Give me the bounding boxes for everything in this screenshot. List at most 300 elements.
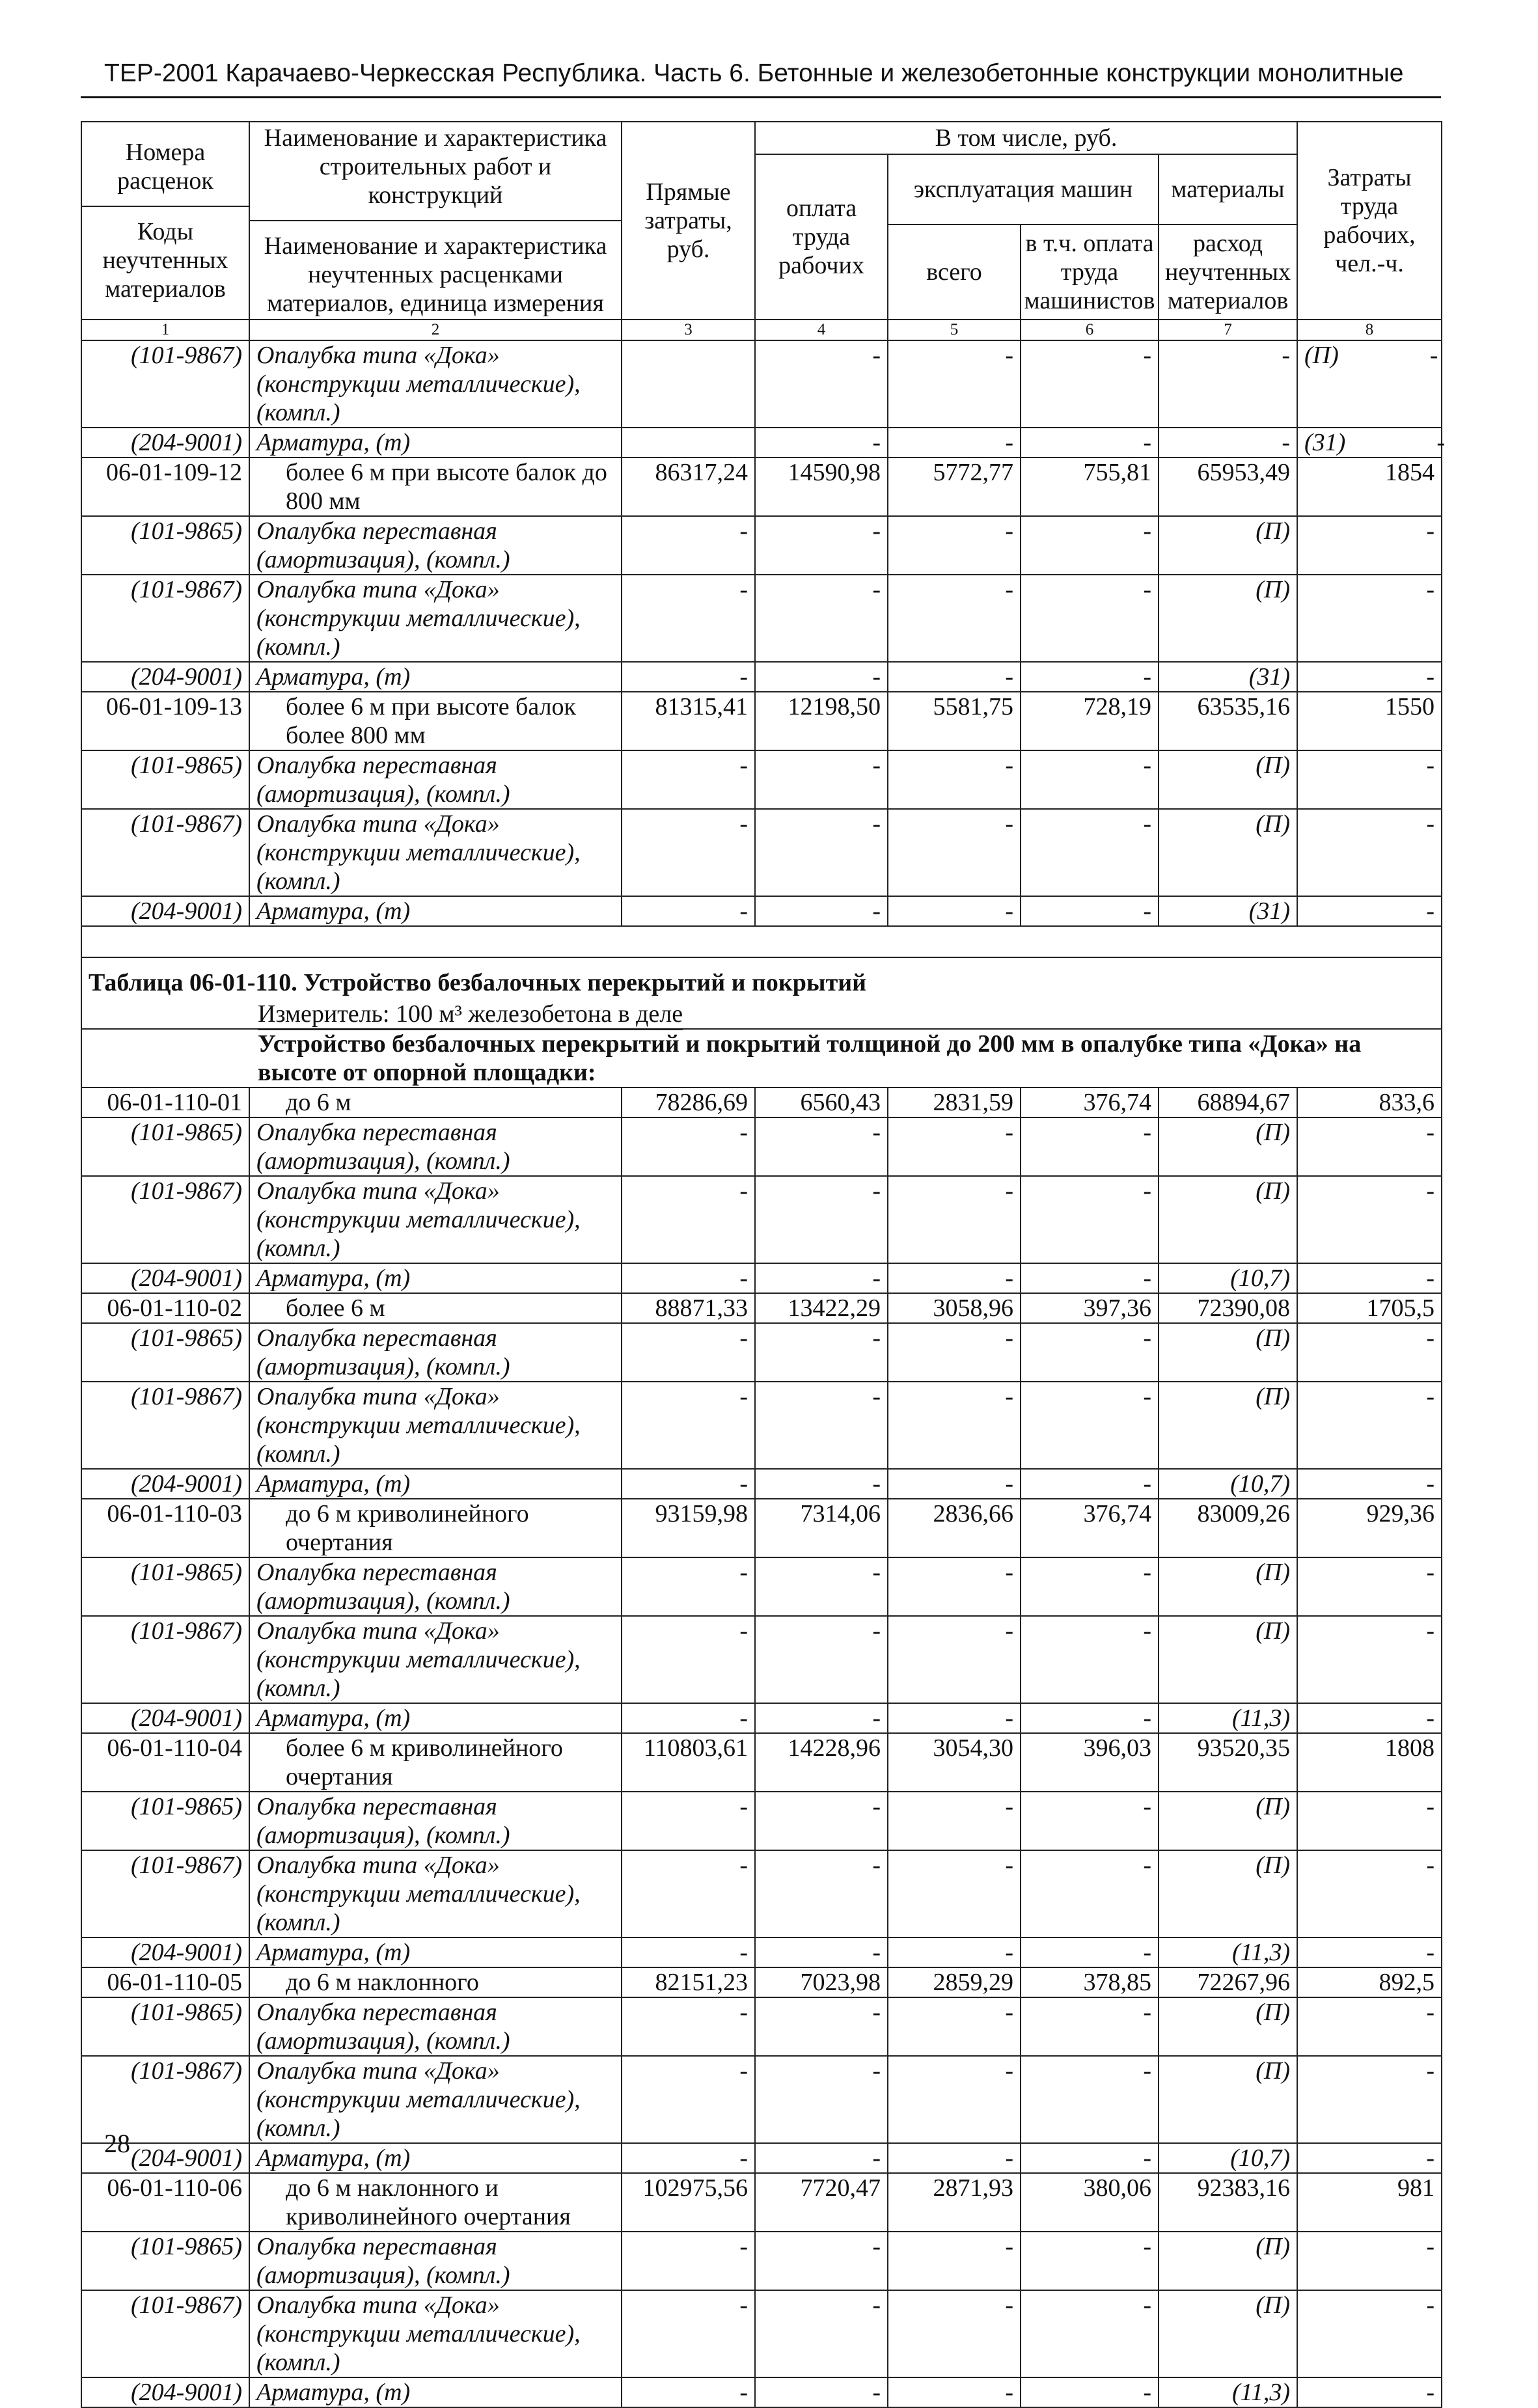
direct-cost-cell: - (622, 662, 755, 692)
unaccounted-material-value: (31) (1304, 429, 1346, 456)
table-row (81, 1557, 1442, 1616)
name-cell: Опалубка типа «Дока» (конструкции металлические), (компл.) (249, 809, 622, 896)
machinist-pay-cell: - (1021, 1703, 1159, 1733)
header-raskhod: расход неучтенных материалов (1159, 225, 1297, 320)
header-nomera (81, 122, 249, 320)
worker-pay-cell: 6560,43 (755, 1088, 888, 1117)
unaccounted-material-value: (П) (1304, 342, 1339, 369)
labor-cell (1297, 340, 1442, 428)
code-cell: 06-01-110-01 (81, 1088, 249, 1117)
machinist-pay-cell: - (1021, 2377, 1159, 2407)
group-heading: Устройство безбалочных перекрытий и покрытий толщиной до 200 мм в опалубке типа «Дока» на высоте от опорной площадки: (81, 1029, 1442, 1088)
name-cell: Арматура, (т) (249, 1263, 622, 1293)
worker-pay-cell: - (755, 2290, 888, 2377)
machine-total-cell: - (888, 1997, 1021, 2056)
direct-cost-cell: 102975,56 (622, 2173, 755, 2232)
column-number-7: 7 (1159, 320, 1297, 340)
machine-total-cell: - (888, 575, 1021, 662)
code-cell: (204-9001) (81, 2143, 249, 2173)
labor-cell: 833,6 (1297, 1088, 1442, 1117)
code-cell: (101-9865) (81, 1557, 249, 1616)
machinist-pay-cell: - (1021, 516, 1159, 575)
labor-cell: - (1297, 750, 1442, 809)
materials-cell: (П) (1159, 516, 1297, 575)
header-zatraty: Затраты труда рабочих, чел.-ч. (1297, 122, 1442, 320)
code-cell: (101-9867) (81, 809, 249, 896)
labor-cell: - (1297, 1117, 1442, 1176)
labor-cell: - (1297, 516, 1442, 575)
materials-cell: (П) (1159, 1382, 1297, 1469)
machinist-pay-cell: - (1021, 2056, 1159, 2143)
materials-cell: (П) (1159, 1557, 1297, 1616)
materials-cell: (П) (1159, 1792, 1297, 1850)
direct-cost-cell (622, 428, 755, 458)
worker-pay-cell: 7314,06 (755, 1499, 888, 1557)
name-cell: Опалубка типа «Дока» (конструкции металлические), (компл.) (249, 2290, 622, 2377)
worker-pay-cell: 12198,50 (755, 692, 888, 750)
labor-cell: 981 (1297, 2173, 1442, 2232)
machinist-pay-cell: - (1021, 1850, 1159, 1937)
code-cell: (101-9865) (81, 1997, 249, 2056)
machine-total-cell: - (888, 2232, 1021, 2290)
worker-pay-cell: 13422,29 (755, 1293, 888, 1323)
code-cell: (204-9001) (81, 1937, 249, 1967)
table-row (81, 1937, 1442, 1967)
name-cell: Арматура, (т) (249, 896, 622, 926)
name-cell: Арматура, (т) (249, 1469, 622, 1499)
direct-cost-cell: - (622, 1263, 755, 1293)
machinist-pay-cell: - (1021, 2290, 1159, 2377)
table-title: Таблица 06-01-110. Устройство безбалочных перекрытий и покрытий (81, 957, 1442, 1000)
labor-cell: - (1297, 809, 1442, 896)
machinist-pay-cell: 397,36 (1021, 1293, 1159, 1323)
worker-pay-cell: - (755, 516, 888, 575)
worker-pay-cell: - (755, 1703, 888, 1733)
section-2-body (81, 1088, 1442, 2407)
spacer-cell (81, 926, 1442, 957)
worker-pay-cell: 14590,98 (755, 458, 888, 516)
section-1-body (81, 340, 1445, 926)
worker-pay-cell: 14228,96 (755, 1733, 888, 1792)
materials-cell: 72390,08 (1159, 1293, 1297, 1323)
table-row (81, 1733, 1442, 1792)
machinist-pay-cell: - (1021, 1382, 1159, 1469)
materials-cell: (П) (1159, 750, 1297, 809)
table-row (81, 458, 1442, 516)
machine-total-cell: - (888, 1117, 1021, 1176)
labor-cell: - (1297, 2143, 1442, 2173)
machinist-pay-cell: 376,74 (1021, 1499, 1159, 1557)
materials-cell: 72267,96 (1159, 1967, 1297, 1997)
worker-pay-cell: - (755, 1997, 888, 2056)
labor-cell: 1854 (1297, 458, 1442, 516)
machinist-pay-cell: - (1021, 2143, 1159, 2173)
code-cell: (101-9867) (81, 2290, 249, 2377)
machinist-pay-cell: - (1021, 428, 1159, 458)
name-cell: Арматура, (т) (249, 1703, 622, 1733)
machine-total-cell: - (888, 1557, 1021, 1616)
worker-pay-cell: - (755, 1117, 888, 1176)
code-cell: 06-01-110-04 (81, 1733, 249, 1792)
name-cell: Опалубка типа «Дока» (конструкции металлические), (компл.) (249, 1850, 622, 1937)
machinist-pay-cell: - (1021, 1557, 1159, 1616)
name-cell: Опалубка типа «Дока» (конструкции металлические), (компл.) (249, 2056, 622, 2143)
table-row (81, 1792, 1442, 1850)
name-cell: более 6 м (249, 1293, 622, 1323)
machinist-pay-cell: 378,85 (1021, 1967, 1159, 1997)
labor-value: - (1429, 342, 1438, 369)
code-cell: (101-9867) (81, 1616, 249, 1703)
labor-cell: - (1297, 1616, 1442, 1703)
machine-total-cell: 3054,30 (888, 1733, 1021, 1792)
table-row (81, 1616, 1442, 1703)
table-row (81, 516, 1442, 575)
code-cell: 06-01-110-05 (81, 1967, 249, 1997)
code-cell: 06-01-109-13 (81, 692, 249, 750)
machine-total-cell: - (888, 896, 1021, 926)
machine-total-cell: - (888, 516, 1021, 575)
name-cell: до 6 м наклонного (249, 1967, 622, 1997)
machine-total-cell: 2831,59 (888, 1088, 1021, 1117)
worker-pay-cell: - (755, 1557, 888, 1616)
code-cell: (204-9001) (81, 1469, 249, 1499)
name-cell: Арматура, (т) (249, 662, 622, 692)
machinist-pay-cell: 755,81 (1021, 458, 1159, 516)
direct-cost-cell: - (622, 750, 755, 809)
header-pryamye: Прямые затраты, руб. (622, 122, 755, 320)
table-row (81, 809, 1442, 896)
direct-cost-cell: - (622, 575, 755, 662)
direct-cost-cell: - (622, 2290, 755, 2377)
name-cell: Опалубка типа «Дока» (конструкции металлические), (компл.) (249, 1176, 622, 1263)
table-row (81, 750, 1442, 809)
header-ekspl: эксплуатация машин (888, 154, 1159, 225)
code-cell: (204-9001) (81, 428, 249, 458)
machine-total-cell: - (888, 1703, 1021, 1733)
machinist-pay-cell: 396,03 (1021, 1733, 1159, 1792)
labor-cell: 892,5 (1297, 1967, 1442, 1997)
direct-cost-cell: - (622, 1703, 755, 1733)
worker-pay-cell: - (755, 2056, 888, 2143)
machinist-pay-cell: - (1021, 1616, 1159, 1703)
materials-cell: (11,3) (1159, 1703, 1297, 1733)
code-cell: (101-9867) (81, 340, 249, 428)
worker-pay-cell: 7023,98 (755, 1967, 888, 1997)
machinist-pay-cell: 376,74 (1021, 1088, 1159, 1117)
materials-cell: - (1159, 428, 1297, 458)
machinist-pay-cell: - (1021, 1937, 1159, 1967)
table-row (81, 1323, 1442, 1382)
table-row (81, 1176, 1442, 1263)
name-cell: более 6 м криволинейного очертания (249, 1733, 622, 1792)
labor-cell: - (1297, 2232, 1442, 2290)
labor-cell: - (1297, 2377, 1442, 2407)
materials-cell: (11,3) (1159, 1937, 1297, 1967)
measure-cell (81, 1000, 1442, 1029)
labor-cell: 929,36 (1297, 1499, 1442, 1557)
table-row (81, 1967, 1442, 1997)
table-row (81, 2143, 1442, 2173)
column-number-4: 4 (755, 320, 888, 340)
worker-pay-cell: - (755, 428, 888, 458)
header-kody-text: Коды неучтенных материалов (102, 218, 228, 303)
materials-cell: (10,7) (1159, 1469, 1297, 1499)
code-cell: (101-9865) (81, 1323, 249, 1382)
machine-total-cell: 2836,66 (888, 1499, 1021, 1557)
code-cell: (101-9865) (81, 516, 249, 575)
worker-pay-cell: - (755, 1792, 888, 1850)
materials-cell: - (1159, 340, 1297, 428)
name-cell: до 6 м наклонного и криволинейного очертания (249, 2173, 622, 2232)
labor-cell: - (1297, 896, 1442, 926)
column-number-8: 8 (1297, 320, 1442, 340)
column-number-6: 6 (1021, 320, 1159, 340)
rates-table (81, 121, 1445, 2408)
materials-cell: (П) (1159, 1117, 1297, 1176)
worker-pay-cell: - (755, 2143, 888, 2173)
column-number-3: 3 (622, 320, 755, 340)
direct-cost-cell: - (622, 1323, 755, 1382)
machinist-pay-cell: - (1021, 750, 1159, 809)
labor-cell: - (1297, 1792, 1442, 1850)
direct-cost-cell: - (622, 1382, 755, 1469)
table-row (81, 1499, 1442, 1557)
labor-cell: - (1297, 1557, 1442, 1616)
machine-total-cell: - (888, 1323, 1021, 1382)
machinist-pay-cell: - (1021, 340, 1159, 428)
materials-cell: (П) (1159, 2056, 1297, 2143)
machine-total-cell: - (888, 1616, 1021, 1703)
table-row (81, 662, 1442, 692)
worker-pay-cell: - (755, 750, 888, 809)
direct-cost-cell: - (622, 2377, 755, 2407)
code-cell: (204-9001) (81, 2377, 249, 2407)
table-row (81, 2056, 1442, 2143)
materials-cell: (П) (1159, 809, 1297, 896)
direct-cost-cell: 78286,69 (622, 1088, 755, 1117)
direct-cost-cell: 81315,41 (622, 692, 755, 750)
direct-cost-cell: - (622, 1792, 755, 1850)
machinist-pay-cell: - (1021, 1176, 1159, 1263)
machine-total-cell: - (888, 1176, 1021, 1263)
header-naim (249, 122, 622, 320)
table-row (81, 2290, 1442, 2377)
labor-cell: - (1297, 1176, 1442, 1263)
materials-cell: (П) (1159, 575, 1297, 662)
code-cell: (204-9001) (81, 1703, 249, 1733)
code-cell: (204-9001) (81, 662, 249, 692)
direct-cost-cell: - (622, 1176, 755, 1263)
worker-pay-cell: - (755, 896, 888, 926)
labor-cell: 1808 (1297, 1733, 1442, 1792)
materials-cell: (11,3) (1159, 2377, 1297, 2407)
labor-cell: - (1297, 1703, 1442, 1733)
machine-total-cell: - (888, 809, 1021, 896)
materials-cell: 68894,67 (1159, 1088, 1297, 1117)
name-cell: Арматура, (т) (249, 1937, 622, 1967)
table-row (81, 340, 1442, 428)
name-cell: Опалубка переставная (амортизация), (компл.) (249, 1117, 622, 1176)
labor-cell: - (1297, 1469, 1442, 1499)
direct-cost-cell: - (622, 2056, 755, 2143)
header-vsego: всего (888, 225, 1021, 320)
materials-cell: 63535,16 (1159, 692, 1297, 750)
machine-total-cell: - (888, 1263, 1021, 1293)
table-row (81, 2377, 1442, 2407)
machine-total-cell: - (888, 2377, 1021, 2407)
name-cell: Опалубка переставная (амортизация), (компл.) (249, 1323, 622, 1382)
worker-pay-cell: - (755, 1850, 888, 1937)
direct-cost-cell: - (622, 2232, 755, 2290)
machine-total-cell: 2859,29 (888, 1967, 1021, 1997)
column-number-2: 2 (249, 320, 622, 340)
labor-cell: - (1297, 1937, 1442, 1967)
code-cell: 06-01-109-12 (81, 458, 249, 516)
materials-cell: (П) (1159, 2290, 1297, 2377)
labor-cell: - (1297, 662, 1442, 692)
table-row (81, 2173, 1442, 2232)
worker-pay-cell: - (755, 1323, 888, 1382)
name-cell: до 6 м (249, 1088, 622, 1117)
materials-cell: (10,7) (1159, 1263, 1297, 1293)
machine-total-cell: - (888, 1792, 1021, 1850)
labor-cell (1297, 428, 1445, 458)
name-cell: до 6 м криволинейного очертания (249, 1499, 622, 1557)
materials-cell: (31) (1159, 662, 1297, 692)
direct-cost-cell (622, 340, 755, 428)
labor-cell: - (1297, 1382, 1442, 1469)
machine-total-cell: - (888, 1469, 1021, 1499)
worker-pay-cell: - (755, 662, 888, 692)
header-vtch: в т.ч. оплата труда машинистов (1021, 225, 1159, 320)
machinist-pay-cell: - (1021, 896, 1159, 926)
name-cell: Опалубка переставная (амортизация), (компл.) (249, 1997, 622, 2056)
direct-cost-cell: 88871,33 (622, 1293, 755, 1323)
header-naim1-text: Наименование и характеристика строительных работ и конструкций (264, 124, 607, 209)
machine-total-cell: - (888, 1382, 1021, 1469)
table-110-heading (81, 926, 1442, 1088)
name-cell: Опалубка переставная (амортизация), (компл.) (249, 1557, 622, 1616)
measure-text: Измеритель: 100 м³ железобетона в деле (258, 1000, 683, 1030)
table-row (81, 1293, 1442, 1323)
code-cell: 06-01-110-06 (81, 2173, 249, 2232)
materials-cell: (П) (1159, 1997, 1297, 2056)
machine-total-cell: - (888, 750, 1021, 809)
materials-cell: (П) (1159, 1176, 1297, 1263)
worker-pay-cell: - (755, 1176, 888, 1263)
direct-cost-cell: - (622, 1997, 755, 2056)
code-cell: (204-9001) (81, 896, 249, 926)
name-cell: Опалубка типа «Дока» (конструкции металлические), (компл.) (249, 340, 622, 428)
materials-cell: (31) (1159, 896, 1297, 926)
page-number: 28 (104, 2129, 130, 2158)
labor-cell: - (1297, 1997, 1442, 2056)
worker-pay-cell: - (755, 2232, 888, 2290)
materials-cell: (П) (1159, 2232, 1297, 2290)
direct-cost-cell: - (622, 2143, 755, 2173)
table-row (81, 1117, 1442, 1176)
worker-pay-cell: - (755, 1616, 888, 1703)
labor-cell: 1705,5 (1297, 1293, 1442, 1323)
machinist-pay-cell: - (1021, 575, 1159, 662)
machine-total-cell: - (888, 340, 1021, 428)
machinist-pay-cell: - (1021, 1469, 1159, 1499)
machinist-pay-cell: - (1021, 1263, 1159, 1293)
direct-cost-cell: 110803,61 (622, 1733, 755, 1792)
column-number-1: 1 (81, 320, 249, 340)
direct-cost-cell: 93159,98 (622, 1499, 755, 1557)
direct-cost-cell: - (622, 809, 755, 896)
worker-pay-cell: - (755, 2377, 888, 2407)
header-vtom: В том числе, руб. (755, 122, 1297, 154)
name-cell: Опалубка типа «Дока» (конструкции металлические), (компл.) (249, 1382, 622, 1469)
machinist-pay-cell: - (1021, 1997, 1159, 2056)
machine-total-cell: - (888, 1937, 1021, 1967)
worker-pay-cell: - (755, 1469, 888, 1499)
table-row (81, 575, 1442, 662)
direct-cost-cell: - (622, 1937, 755, 1967)
header-naim2-text: Наименование и характеристика неучтенных расценками материалов, единица измерения (264, 232, 607, 317)
table-row (81, 1850, 1442, 1937)
machinist-pay-cell: - (1021, 1117, 1159, 1176)
header-oplata: оплата труда рабочих (755, 154, 888, 320)
materials-cell: 83009,26 (1159, 1499, 1297, 1557)
name-cell: Опалубка типа «Дока» (конструкции металлические), (компл.) (249, 575, 622, 662)
worker-pay-cell: - (755, 1263, 888, 1293)
table-row (81, 1088, 1442, 1117)
machine-total-cell: - (888, 2290, 1021, 2377)
code-cell: (101-9867) (81, 1382, 249, 1469)
direct-cost-cell: - (622, 1557, 755, 1616)
name-cell: Опалубка переставная (амортизация), (компл.) (249, 1792, 622, 1850)
table-row (81, 896, 1442, 926)
labor-cell: - (1297, 2290, 1442, 2377)
page-header: ТЕР-2001 Карачаево-Черкесская Республика. Часть 6. Бетонные и железобетонные конструкции монолитные (104, 59, 1404, 87)
code-cell: (101-9865) (81, 1117, 249, 1176)
code-cell: (101-9867) (81, 2056, 249, 2143)
direct-cost-cell: - (622, 1616, 755, 1703)
code-cell: 06-01-110-02 (81, 1293, 249, 1323)
table-row (81, 1997, 1442, 2056)
machinist-pay-cell: - (1021, 662, 1159, 692)
code-cell: (101-9867) (81, 575, 249, 662)
table-row (81, 1703, 1442, 1733)
column-number-5: 5 (888, 320, 1021, 340)
materials-cell: 65953,49 (1159, 458, 1297, 516)
code-cell: (101-9865) (81, 1792, 249, 1850)
machine-total-cell: - (888, 2143, 1021, 2173)
machinist-pay-cell: 380,06 (1021, 2173, 1159, 2232)
materials-cell: (П) (1159, 1616, 1297, 1703)
header-materialy: материалы (1159, 154, 1297, 225)
machine-total-cell: 5581,75 (888, 692, 1021, 750)
worker-pay-cell: - (755, 1937, 888, 1967)
machine-total-cell: 3058,96 (888, 1293, 1021, 1323)
code-cell: (101-9865) (81, 750, 249, 809)
name-cell: Опалубка переставная (амортизация), (компл.) (249, 750, 622, 809)
machine-total-cell: - (888, 662, 1021, 692)
machinist-pay-cell: - (1021, 2232, 1159, 2290)
table-row (81, 1263, 1442, 1293)
labor-cell: - (1297, 1323, 1442, 1382)
materials-cell: (10,7) (1159, 2143, 1297, 2173)
column-number-row (81, 320, 1442, 340)
direct-cost-cell: 86317,24 (622, 458, 755, 516)
machinist-pay-cell: - (1021, 1792, 1159, 1850)
table-row (81, 2232, 1442, 2290)
materials-cell: 92383,16 (1159, 2173, 1297, 2232)
worker-pay-cell: 7720,47 (755, 2173, 888, 2232)
